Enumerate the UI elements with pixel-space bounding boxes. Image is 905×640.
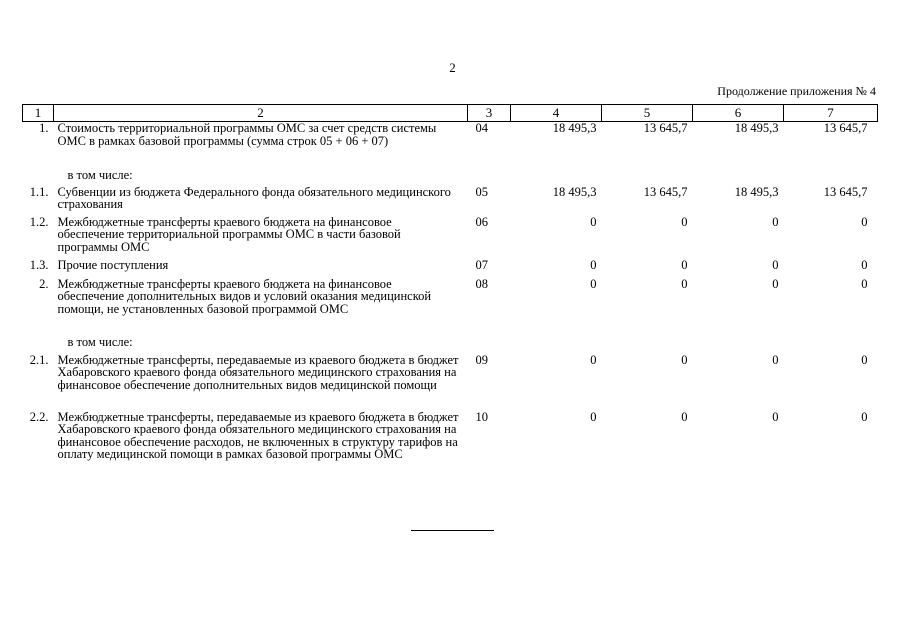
row-value-4: 18 495,3 xyxy=(552,184,597,199)
table-row xyxy=(23,354,878,411)
header-col-2: 2 xyxy=(54,105,468,122)
row-code: 08 xyxy=(475,276,488,291)
row-code: 10 xyxy=(475,409,488,424)
header-col-5: 5 xyxy=(602,105,693,122)
page-number: 2 xyxy=(449,60,456,75)
row-value-4: 0 xyxy=(590,276,597,291)
row-code: 05 xyxy=(475,184,488,199)
row-value-5: 0 xyxy=(681,409,688,424)
header-col-6: 6 xyxy=(693,105,784,122)
row-number: 1.3. xyxy=(29,257,49,272)
table-subheading-row xyxy=(23,169,878,186)
financial-table xyxy=(22,104,878,491)
row-number: 2.2. xyxy=(29,409,49,424)
row-description: Межбюджетные трансферты, передаваемые из краевого бюджета в бюджет Хабаровского краевого фонда обязательного медицинского страхования на финансовое обеспечение расходов, не включенных в структуру тарифов на оплату медицинской помощи в рамках базовой программы ОМС xyxy=(57,409,459,461)
row-value-6: 0 xyxy=(772,257,779,272)
table-row xyxy=(23,122,878,169)
row-value-4: 0 xyxy=(590,352,597,367)
header-col-7: 7 xyxy=(784,105,878,122)
row-description: Межбюджетные трансферты, передаваемые из краевого бюджета в бюджет Хабаровского краевого фонда обязательного медицинского страхования на финансовое обеспечение дополнительных видов медицинской помощи xyxy=(57,352,459,392)
row-description: Субвенции из бюджета Федерального фонда обязательного медицинского страхования xyxy=(57,184,451,211)
row-value-7: 0 xyxy=(861,409,868,424)
row-value-6: 18 495,3 xyxy=(734,121,779,135)
table-row xyxy=(23,186,878,216)
table-row xyxy=(23,259,878,278)
table-row xyxy=(23,411,878,491)
row-value-7: 0 xyxy=(861,276,868,291)
row-value-4: 0 xyxy=(590,257,597,272)
row-code: 07 xyxy=(475,257,488,272)
row-code: 09 xyxy=(475,352,488,367)
row-number: 2.1. xyxy=(29,352,49,367)
table-row xyxy=(23,216,878,259)
row-value-7: 13 645,7 xyxy=(823,184,868,199)
row-value-6: 0 xyxy=(772,214,779,229)
table-subheading-row xyxy=(23,336,878,354)
row-value-5: 13 645,7 xyxy=(643,184,688,199)
row-number: 1. xyxy=(39,121,49,135)
row-value-6: 0 xyxy=(772,276,779,291)
table-row xyxy=(23,278,878,336)
header-col-3: 3 xyxy=(468,105,511,122)
header-col-4: 4 xyxy=(511,105,602,122)
footer-divider xyxy=(411,530,494,531)
row-description: Прочие поступления xyxy=(57,257,169,272)
row-number: 1.2. xyxy=(29,214,49,229)
row-value-5: 0 xyxy=(681,214,688,229)
subheading-label: в том числе: xyxy=(67,167,133,182)
row-value-5: 13 645,7 xyxy=(643,121,688,135)
row-value-5: 0 xyxy=(681,257,688,272)
row-value-5: 0 xyxy=(681,276,688,291)
row-value-6: 0 xyxy=(772,352,779,367)
row-description: Межбюджетные трансферты краевого бюджета на финансовое обеспечение дополнительных видов и условий оказания медицинской помощи, не установленных базовой программой ОМС xyxy=(57,276,432,316)
row-description: Межбюджетные трансферты краевого бюджета на финансовое обеспечение территориальной программы ОМС в части базовой программы ОМС xyxy=(57,214,401,254)
row-value-7: 0 xyxy=(861,214,868,229)
subheading-label: в том числе: xyxy=(67,334,133,349)
row-value-4: 0 xyxy=(590,214,597,229)
row-number: 2. xyxy=(39,276,49,291)
row-value-6: 0 xyxy=(772,409,779,424)
header-row xyxy=(23,105,878,122)
row-value-4: 0 xyxy=(590,409,597,424)
row-code: 04 xyxy=(475,121,488,135)
row-value-6: 18 495,3 xyxy=(734,184,779,199)
row-value-7: 13 645,7 xyxy=(823,121,868,135)
row-number: 1.1. xyxy=(29,184,49,199)
row-description: Стоимость территориальной программы ОМС за счет средств системы ОМС в рамках базовой программы (сумма строк 05 + 06 + 07) xyxy=(57,121,437,148)
row-value-7: 0 xyxy=(861,352,868,367)
row-value-7: 0 xyxy=(861,257,868,272)
continuation-note: Продолжение приложения № 4 xyxy=(717,84,876,98)
header-col-1: 1 xyxy=(23,105,54,122)
row-code: 06 xyxy=(475,214,488,229)
row-value-4: 18 495,3 xyxy=(552,121,597,135)
row-value-5: 0 xyxy=(681,352,688,367)
